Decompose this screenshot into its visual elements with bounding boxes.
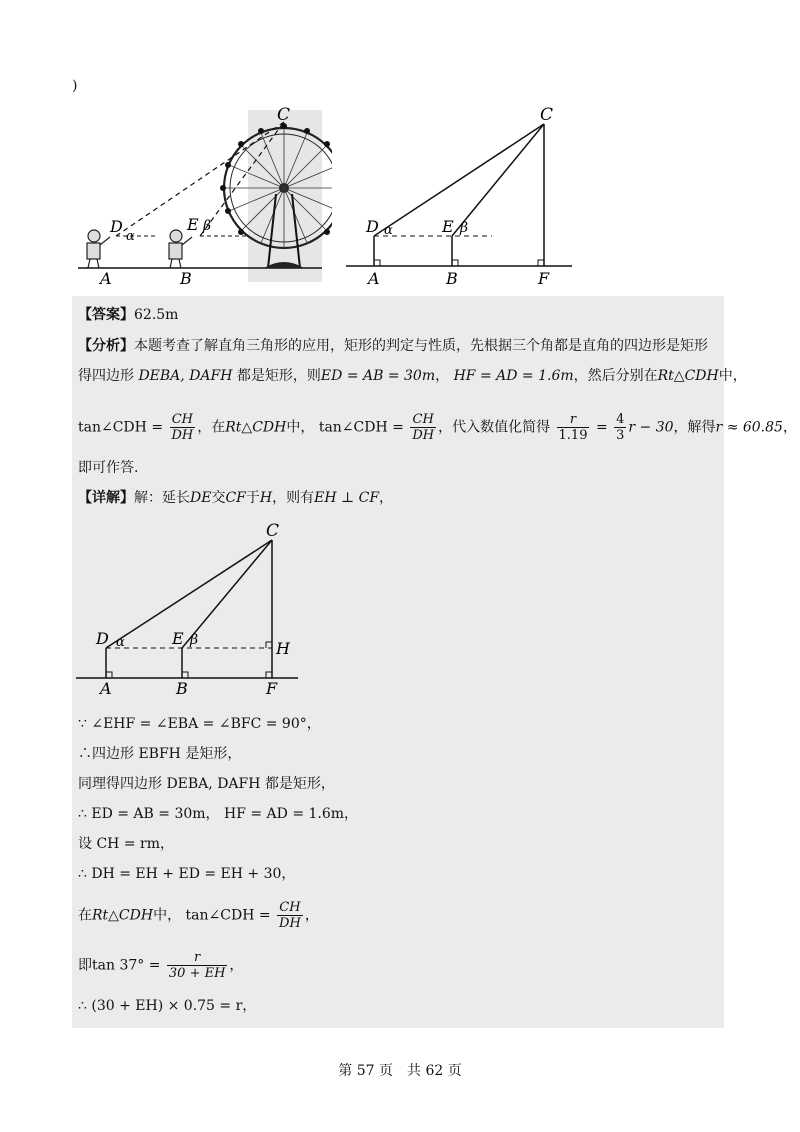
- label-D: D: [96, 629, 109, 648]
- fraction-r-1.19: $\frac{r}{1.19}$: [558, 412, 588, 443]
- label-alpha: α: [116, 635, 125, 650]
- fraction-CH-DH-2: $\frac{CH}{DH}$: [412, 412, 435, 443]
- detail-step-6: ∴ DH = EH + ED = EH + 30，: [78, 866, 296, 882]
- detail-step-2: ∴四边形 EBFH 是矩形，: [78, 746, 242, 762]
- detail-intro: 【详解】解：延长DE交CF于H，则有EH ⊥ CF，: [78, 490, 394, 506]
- detail-step-7: 在Rt△CDH中， tan∠CDH = $\frac{CH}{DH}$ ，: [78, 900, 319, 931]
- analysis-line-1: 【分析】本题考查了解直角三角形的应用，矩形的判定与性质，先根据三个角都是直角的四边形是矩形: [78, 338, 708, 354]
- analysis-line-2: 得四边形 DEBA, DAFH 都是矩形，则ED = AB = 30m， HF = AD = 1.6m，然后分别在Rt△CDH中，: [78, 368, 747, 384]
- label-F: F: [266, 679, 278, 698]
- answer-tag: 【答案】: [78, 307, 134, 323]
- top-fragment: ): [72, 78, 78, 94]
- label-E: E: [187, 215, 199, 234]
- right-angle-B: [182, 672, 188, 678]
- label-E: E: [172, 629, 184, 648]
- wheel-backdrop: [248, 110, 322, 282]
- fraction-CH-DH-3: $\frac{CH}{DH}$: [279, 900, 301, 931]
- label-D: D: [366, 217, 379, 236]
- label-beta: β: [190, 632, 199, 648]
- detail-step-4: ∴ ED = AB = 30m， HF = AD = 1.6m，: [78, 806, 359, 822]
- label-B: B: [176, 679, 188, 698]
- page-footer: 第 57 页 共 62 页: [338, 1063, 462, 1079]
- label-B: B: [446, 269, 458, 288]
- detail-step-8: 即tan 37° = $\frac{r}{30 + EH}$ ，: [78, 950, 244, 981]
- analysis-line-4: 即可作答.: [78, 460, 139, 476]
- right-angle-B: [452, 260, 458, 266]
- fraction-CH-DH: $\frac{CH}{DH}$: [171, 412, 194, 443]
- figure-geometry-2: [72, 518, 312, 698]
- detail-step-3: 同理得四边形 DEBA, DAFH 都是矩形，: [78, 776, 335, 792]
- answer-line: [78, 305, 178, 325]
- label-C: C: [266, 521, 280, 541]
- label-alpha: α: [384, 223, 393, 238]
- figure-ferris-wheel: [72, 100, 332, 290]
- right-angle-A: [106, 672, 112, 678]
- label-F: F: [538, 269, 550, 288]
- right-angle-H: [266, 642, 272, 648]
- analysis-line-3: tan∠CDH = $\frac{CH}{DH}$ ，在Rt△CDH中， tan∠CDH = $\frac{CH}{DH}$ ，代入数值化简得 $\frac{r}{1.19}$ = $\frac{4}{3}$ r − 30，解得r ≈ 60.85，: [78, 412, 797, 443]
- label-A: A: [100, 679, 112, 698]
- label-A: A: [368, 269, 380, 288]
- detail-step-5: 设 CH = rm，: [78, 836, 174, 852]
- detail-step-9: ∴ (30 + EH) × 0.75 = r，: [78, 998, 257, 1014]
- label-A: A: [100, 269, 112, 288]
- analysis-tag: 【分析】: [78, 338, 134, 354]
- right-angle-F: [266, 672, 272, 678]
- figure-geometry-1: [340, 100, 580, 290]
- label-D: D: [110, 217, 123, 236]
- label-C: C: [277, 105, 291, 125]
- answer-value: 62.5m: [134, 307, 179, 323]
- fraction-r-30-EH: $\frac{r}{30 + EH}$: [168, 950, 226, 981]
- label-beta: β: [460, 220, 469, 236]
- fraction-4-3: $\frac{4}{3}$: [616, 412, 625, 443]
- label-E: E: [442, 217, 454, 236]
- label-H: H: [276, 639, 290, 658]
- right-angle-A: [374, 260, 380, 266]
- segment-DC: [374, 124, 544, 236]
- observer-B: [169, 230, 192, 268]
- label-C: C: [540, 105, 554, 125]
- label-alpha: α: [126, 229, 135, 244]
- detail-tag: 【详解】: [78, 490, 134, 506]
- observer-A: [87, 230, 110, 268]
- label-B: B: [180, 269, 192, 288]
- right-angle-F: [538, 260, 544, 266]
- label-beta: β: [203, 218, 212, 234]
- segment-DC: [106, 540, 272, 648]
- detail-step-1: ∵ ∠EHF = ∠EBA = ∠BFC = 90°，: [78, 716, 321, 732]
